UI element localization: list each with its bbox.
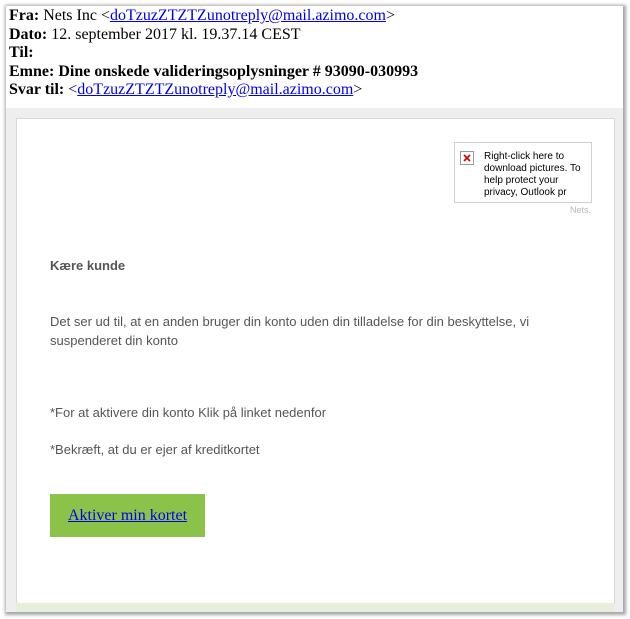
activate-card-button[interactable] <box>50 494 205 537</box>
subject-row <box>9 63 621 82</box>
reply-to-row <box>9 81 621 100</box>
broken-image-icon <box>460 151 474 165</box>
blocked-image-placeholder[interactable] <box>454 142 592 203</box>
to-row <box>9 44 621 63</box>
reply-to-label: Svar til: <box>9 81 65 98</box>
subject-label: Emne: <box>9 62 55 80</box>
body-paragraph-1: Det ser ud til, at en anden bruger din konto uden din tilladelse for din beskyttelse, vi suspenderet din konto <box>50 314 530 348</box>
from-close: > <box>385 7 395 24</box>
date-row <box>9 26 621 45</box>
date-value: 12. september 2017 kl. 19.37.14 CEST <box>51 25 301 43</box>
from-email-link[interactable]: doTzuzZTZTZunotreply@mail.azimo.com <box>109 7 386 24</box>
reply-to-close: > <box>353 81 363 98</box>
subject-value: Dine onskede valideringsoplysninger # 93090-030993 <box>58 62 419 80</box>
to-label: Til: <box>9 44 34 61</box>
from-name: Nets Inc < <box>43 7 110 24</box>
body-paragraph-3: *Bekræft, at du er ejer af kreditkortet <box>50 442 260 457</box>
reply-to-email-link[interactable]: doTzuzZTZTZunotreply@mail.azimo.com <box>77 81 354 98</box>
message-card <box>16 118 615 604</box>
reply-to-open: < <box>68 81 78 98</box>
from-label: Fra: <box>9 7 40 24</box>
email-window <box>6 6 623 612</box>
email-header <box>9 7 621 100</box>
image-caption: Nets. <box>569 205 591 215</box>
body-paragraph-2: *For at aktivere din konto Klik på linket nedenfor <box>50 405 327 420</box>
greeting: Kære kunde <box>50 258 126 273</box>
date-label: Dato: <box>9 25 48 43</box>
download-pictures-message: Right-click here to download pictures. To help protect your privacy, Outlook pr <box>484 151 581 198</box>
activate-card-link[interactable]: Aktiver min kortet <box>67 506 188 524</box>
footer-strip <box>16 603 614 612</box>
from-row <box>9 7 621 26</box>
